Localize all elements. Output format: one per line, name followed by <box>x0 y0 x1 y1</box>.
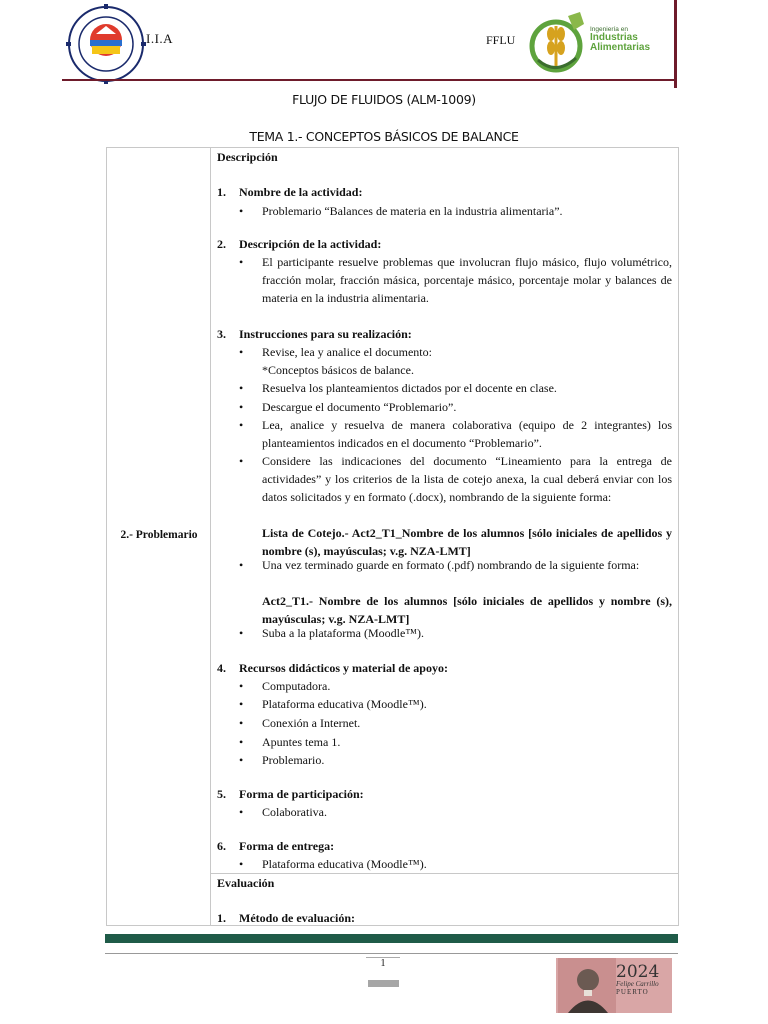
list-item: • Resuelva los planteamientos dictados por el docente en clase. <box>239 379 672 397</box>
list-item: • Plataforma educativa (Moodle™). <box>239 695 672 713</box>
page-header <box>0 0 768 92</box>
page-number-shadow <box>368 980 399 987</box>
list-item: • Lea, analice y resuelva de manera colaborativa (equipo de 2 integrantes) los planteamientos indicados en el documento “Problemario”. <box>239 416 672 452</box>
food-industry-logo-text: Ingeniería en Industrias Alimentarias <box>590 26 651 53</box>
section-heading: 6. Forma de entrega: <box>217 839 335 853</box>
header-divider <box>62 79 674 81</box>
badge-name-surname: PUERTO <box>616 988 649 996</box>
header-vertical-rule <box>674 0 677 88</box>
badge-year: 2024 <box>616 962 660 982</box>
program-abbreviation: FFLU <box>486 33 516 47</box>
list-item: • Considere las indicaciones del documento “Lineamiento para la entrega de actividades” y los criterios de la lista de cotejo anexa, la cual deberá enviar con los datos solicitados y en formato (.docx), nombrando de la siguiente forma: <box>239 452 672 506</box>
list-item: • Descargue el documento “Problemario”. <box>239 398 672 416</box>
list-item: • Problemario. <box>239 751 672 769</box>
page-number: 1 <box>366 957 400 969</box>
food-industry-logo <box>528 10 588 76</box>
section-heading: 1. Nombre de la actividad: <box>217 185 363 199</box>
portrait-image <box>558 958 616 1013</box>
list-item: • Apuntes tema 1. <box>239 733 672 751</box>
topic-title: TEMA 1.- CONCEPTOS BÁSICOS DE BALANCE <box>249 129 519 144</box>
list-item: • Conexión a Internet. <box>239 714 672 732</box>
commemorative-badge <box>556 958 672 1013</box>
description-heading: Descripción <box>217 150 278 164</box>
list-item: • El participante resuelve problemas que involucran flujo másico, flujo volumétrico, fracción molar, fracción másica, porcentaje másico, porcentaje molar y balances de materia en la industria alimentaria. <box>239 253 672 307</box>
institute-logo <box>66 4 146 84</box>
institution-abbreviation: I.I.A <box>146 31 174 46</box>
list-item: • Problemario “Balances de materia en la industria alimentaria”. <box>239 202 672 220</box>
pdf-naming-format: Act2_T1.- Nombre de los alumnos [sólo iniciales de apellidos y nombre (s), mayúsculas; v.g. NZA-LMT] <box>262 594 672 626</box>
section-heading: 2. Descripción de la actividad: <box>217 237 382 251</box>
section-heading: 5. Forma de participación: <box>217 787 364 801</box>
badge-name: Felipe Carrillo <box>616 980 659 988</box>
table-row-divider <box>211 873 678 874</box>
list-item: • Una vez terminado guarde en formato (.pdf) nombrando de la siguiente forma: <box>239 556 672 574</box>
evaluation-heading: Evaluación <box>217 876 275 890</box>
footer-divider <box>105 953 678 954</box>
list-item: • Suba a la plataforma (Moodle™). <box>239 624 672 642</box>
activity-label-cell <box>107 148 211 925</box>
list-item: • Plataforma educativa (Moodle™). <box>239 855 672 873</box>
list-item: • Colaborativa. <box>239 803 672 821</box>
activity-label: 2.- Problemario <box>120 529 198 541</box>
list-item: • Computadora. <box>239 677 672 695</box>
section-heading: 3. Instrucciones para su realización: <box>217 327 412 341</box>
section-heading: 4. Recursos didácticos y material de apoyo: <box>217 661 448 675</box>
docx-naming-format: Lista de Cotejo.- Act2_T1_Nombre de los alumnos [sólo iniciales de apellidos y nombre (s), mayúsculas; v.g. NZA-LMT] <box>262 526 672 558</box>
footer-bar <box>105 934 678 943</box>
section-heading: 1. Método de evaluación: <box>217 911 355 925</box>
course-title: FLUJO DE FLUIDOS (ALM-1009) <box>292 92 476 107</box>
activity-table <box>106 147 679 926</box>
list-item: • Revise, lea y analice el documento: *Conceptos básicos de balance. <box>239 343 672 379</box>
